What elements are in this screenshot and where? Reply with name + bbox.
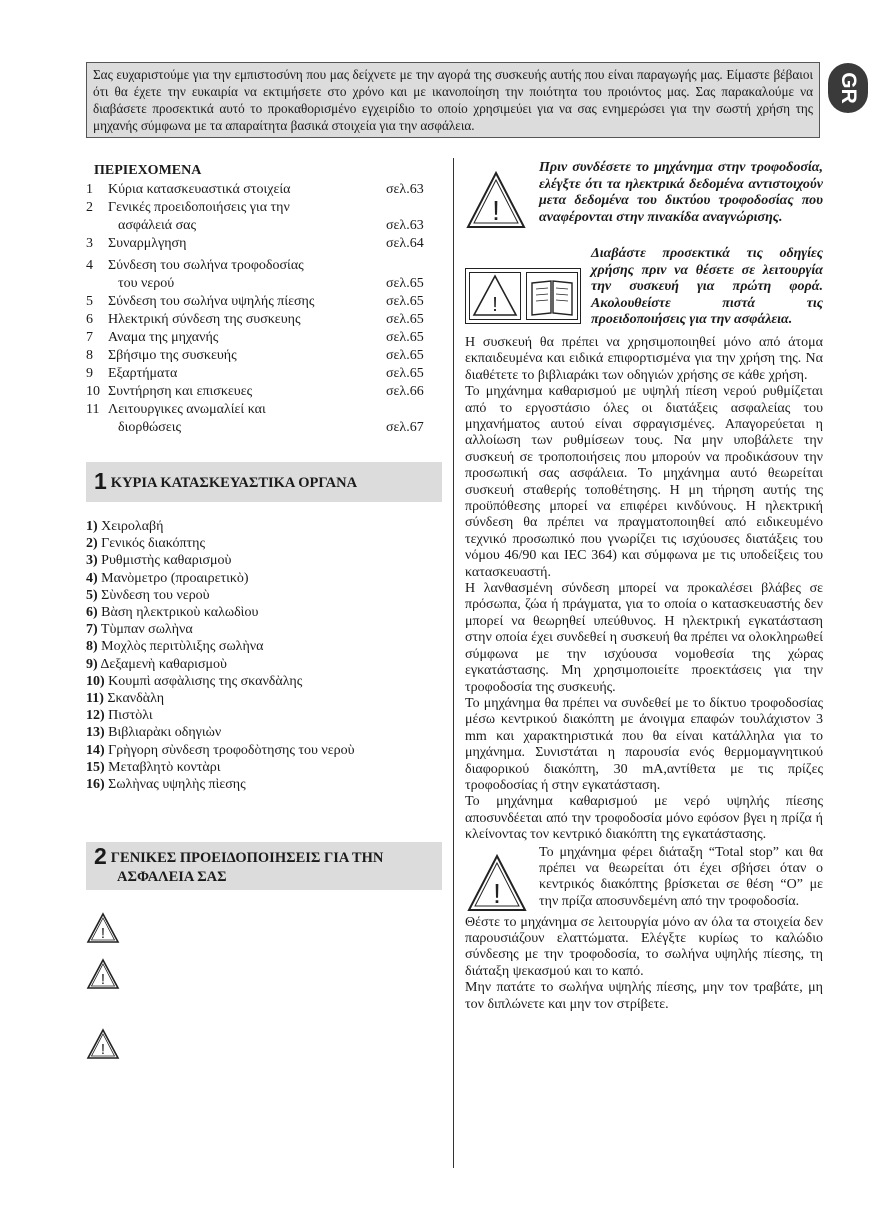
- svg-text:!: !: [492, 195, 500, 226]
- toc-label: Λειτουργικες ανωμαλίεί και: [108, 402, 266, 417]
- section-title: ΚΥΡΙΑ ΚΑΤΑΣΚΕΥΑΣΤΙΚΑ ΟΡΓΑΝΑ: [110, 475, 358, 491]
- toc-page: σελ.65: [386, 276, 424, 291]
- toc-page: σελ.65: [386, 348, 424, 363]
- toc-page: σελ.63: [386, 182, 424, 197]
- toc-label: Σύνδεση του σωλήνα τροφοδοσίας: [108, 258, 304, 273]
- toc-row: [86, 311, 442, 329]
- right-column: [465, 160, 823, 1013]
- svg-text:!: !: [491, 294, 498, 316]
- list-item: 6) Βὰση ηλεκτρικοὺ καλωδὶου: [86, 605, 259, 621]
- paragraph: Το μηχάνημα καθαρισμού με νερό υψηλής πίεσης αποσυνδέεται από την τροφοδοσία μόνο εφόσον βγει η πρίζα ή κλείνοντας τον κεντρικό διακόπτη της εγκατάστασης.: [465, 794, 823, 843]
- toc-number: 4: [86, 258, 93, 273]
- toc-title: ΠΕΡΙΕΧΟΜΕΝΑ: [94, 163, 202, 178]
- toc-row-continued: [86, 419, 442, 437]
- toc-number: 8: [86, 348, 93, 363]
- toc-row: [86, 365, 442, 383]
- toc-label: Κύρια κατασκευαστικά στοιχεία: [108, 182, 291, 197]
- safety-body-text: [465, 335, 823, 1013]
- list-item: 2) Γενικός διακόπτης: [86, 536, 206, 552]
- read-manual-symbol: [465, 268, 581, 324]
- section-1-heading: [86, 462, 442, 502]
- toc-label-continued: διορθώσεις: [118, 420, 182, 435]
- paragraph: Το μηχάνημα φέρει διάταξη “Total stop” και θα πρέπει να θεωρείται ότι έχει σβήσει όταν ο κεντρικός διακόπτης βρίσκεται σε θέση “O” με την πρίζα αποσυνδεμένη από την τροφοδοσία.: [539, 844, 823, 909]
- list-item: 4) Μανὸμετρο (προαιρετικὸ): [86, 570, 249, 586]
- toc-row-continued: [86, 275, 442, 293]
- paragraph: Το μηχάνημα καθαρισμού με υψηλή πίεση νερού ρυθμίζεται από το εργοστάσιο όλες οι διατάξεις ασφαλείας του μηχανήματος αυτού είναι σφραγισμένες. Απαγορεύεται η αλλοίωση των ρυθμίσεων τους. Να μην υποβάλετε την συσκευή σε τροποποιήσεις που μπορούν να προδικάσουν την προσωπική σας ασφάλεια. Το μηχάνημα αυτό θεωρείται συσκευή σταθερής τοποθέτησης. Η μη τήρηση αυτής της προϋπόθεσης μπορεί να επιφέρει κινδύνους. Η ηλεκτρική σύνδεση θα πρέπει να πραγματοποιηθεί από ειδικευμένο τεχνικό προσωπικό που γνωρίζει τις ισχύουσες διατάξεις του νόμου 46/90 και IEC 364) και σύμφωνα με τις υποδείξεις του κατασκευαστή.: [465, 384, 823, 580]
- toc-page: σελ.65: [386, 312, 424, 327]
- list-item: 13) Βιβλιαρὰκι οδηγιὼν: [86, 725, 222, 741]
- toc-label: Συναρμλγηση: [108, 236, 187, 251]
- toc-page: σελ.63: [386, 218, 424, 233]
- power-warning-text: Πριν συνδέσετε το μηχάνημα στην τροφοδοσία, ελέγξτε ότι τα ηλεκτρικά δεδομένα αντιστοιχούν μετα δεδομένα του δικτύου τροφοδοσίας που αναφέρονται στην πινακίδα αναγνώρισης.: [539, 160, 823, 225]
- paragraph: Η λανθασμένη σύνδεση μπορεί να προκαλέσει βλάβες σε πρόσωπα, ζώα ή πράγματα, για το οποία ο κατασκευαστής δεν μπορεί να θεωρηθεί υπεύθυνος. Η ηλεκτρική εγκατάσταση στην οποία έχει συνδεθεί η συσκευή θα πρέπει να ολοκληρωθεί σύμφωνα με την ισχύουσα νομοθεσία της χώρας εγκατάστασης. Μη χρησιμοποιείτε προεκτάσεις για την τροφοδοσία της συσκευής.: [465, 581, 823, 695]
- toc-page: σελ.66: [386, 384, 424, 399]
- toc-number: 5: [86, 294, 93, 309]
- toc-number: 9: [86, 366, 93, 381]
- paragraph: Η συσκευή θα πρέπει να χρησιμοποιηθεί μόνο από άτομα εκπαιδευμένα και ειδικά επιφορτισμένα για την χρήση της. Να διαθέτετε το βιβλιαράκι των οδηγιών χρήσης σε κάθε χρήση.: [465, 334, 823, 383]
- toc-number: 11: [86, 402, 100, 417]
- list-item: 7) Τὺμπαν σωλὴνα: [86, 622, 193, 638]
- toc-label: Εξαρτήματα: [108, 366, 178, 381]
- list-item: 5) Σὺνδεση του νεροὺ: [86, 587, 210, 603]
- section-number: 2: [94, 843, 107, 869]
- toc-number: 1: [86, 182, 93, 197]
- read-instructions-warning-text: Διαβάστε προσεκτικά τις οδηγίες χρήσης πριν να θέσετε σε λειτουργία την συσκευή για πρώτη φορά. Ακολουθείστε πιστά τις προειδοποιήσεις για την ασφάλεια.: [591, 246, 823, 328]
- toc-row: [86, 235, 442, 253]
- svg-text:!: !: [493, 877, 501, 909]
- toc-row: [86, 329, 442, 347]
- toc-label: Σβήσιμο της συσκευής: [108, 348, 237, 363]
- toc-label: Συντήρηση και επισκευες: [108, 384, 253, 399]
- toc-row-continued: [86, 217, 442, 235]
- list-item: 11) Σκανδὰλη: [86, 691, 165, 707]
- warning-triangle-icon: [469, 272, 521, 320]
- list-item: 1) Χειρολαβή: [86, 519, 164, 534]
- warning-triangle-icon: [465, 170, 527, 232]
- section-title-continued: ΑΣΦΑΛΕΙΑ ΣΑΣ: [117, 869, 227, 885]
- table-of-contents: [86, 162, 442, 437]
- warning-triangle-icon: [86, 958, 120, 990]
- toc-label: Αναμα της μηχανής: [108, 330, 219, 345]
- section-title: ΓΕΝΙΚΕΣ ΠΡΟΕΙΔΟΠΟΙΗΣΕΙΣ ΓΙΑ ΤΗΝ: [110, 850, 384, 866]
- toc-label: Σύνδεση του σωλήνα υψηλής πίεσης: [108, 294, 315, 309]
- paragraph: Θέστε το μηχάνημα σε λειτουργία μόνο αν όλα τα στοιχεία δεν παρουσιάζουν ελαττώματα. Ελέγξτε κυρίως το καλώδιο σύνδεσης με την τροφοδοσία, το σωλήνα υψηλής πίεσης, τη διάταξη ψεκασμού και το καπό.: [465, 914, 823, 979]
- language-badge-label: GR: [837, 72, 860, 104]
- toc-label-continued: του νερού: [118, 276, 175, 291]
- toc-row: [86, 383, 442, 401]
- toc-number: 3: [86, 236, 93, 251]
- language-badge: [828, 63, 868, 113]
- list-item: 14) Γρὴγορη σὺνδεση τροφοδὸτησης του νεροὺ: [86, 742, 355, 758]
- list-item: 16) Σωλὴνας υψηλὴς πὶεσης: [86, 777, 246, 793]
- svg-text:!: !: [100, 925, 106, 942]
- section-2-heading: [86, 842, 442, 890]
- paragraph: Το μηχάνημα θα πρέπει να συνδεθεί με το δίκτυο τροφοδοσίας μέσω κεντρικού διακόπτη με άνοιγμα επαφών τουλάχιστον 3 mm και χαρακτηριστικά που θα είναι κατάλληλα για το μηχάνημα. Συνιστάται η παρουσία ενός θερμομαγνητικού διαφορικού διακόπτη, 30 mA,αντίθετα με τις πρίζες τροφοδοσίας ή στην εγκατάσταση.: [465, 695, 823, 793]
- intro-paragraph: Σας ευχαριστούμε για την εμπιστοσύνη που μας δείχνετε με την αγορά της συσκευής αυτής που είναι παραγωγής μας. Είμαστε βέβαιοι ότι θα έχετε την ευκαιρία να εκτιμήσετε στο χρόνο και με ικανοποίηση την ποιότητα του προιόντος μας. Σας παρακαλούμε να διαβάσετε προσεκτικά αυτό το προκαθορισμένο εγχειρίδιο το οποίο χρησιμεύει για να σας ενημερώσει για την σωστή χρήση της μηχανής σύμφωνα με τα απαραίτητα βασικά στοιχεία για την ασφάλεια.: [86, 62, 820, 138]
- list-item: 3) Ρυθμιστὴς καθαρισμοὺ: [86, 553, 232, 569]
- toc-page: σελ.65: [386, 294, 424, 309]
- warning-triangle-icon: [465, 853, 529, 915]
- toc-number: 2: [86, 200, 93, 215]
- list-item: 12) Πιστὸλι: [86, 708, 153, 724]
- warning-triangle-icon: [86, 912, 120, 944]
- toc-row: [86, 347, 442, 365]
- section-number: 1: [94, 468, 107, 494]
- toc-label: Γενικές προειδοποιήσεις για την: [108, 200, 290, 215]
- toc-row: [86, 199, 442, 217]
- column-divider: [453, 158, 454, 1168]
- toc-label-continued: ασφάλειά σας: [118, 218, 196, 233]
- warning-triangle-icon: [86, 1028, 120, 1060]
- list-item: 9) Δεξαμενὴ καθαρισμοὺ: [86, 656, 227, 672]
- svg-text:!: !: [100, 1041, 106, 1058]
- toc-number: 10: [86, 384, 100, 399]
- list-item: 8) Μοχλὸς περιτὺλιξης σωλὴνα: [86, 639, 264, 655]
- toc-row: [86, 181, 442, 199]
- svg-text:!: !: [100, 971, 106, 988]
- toc-row: [86, 293, 442, 311]
- list-item: 10) Κουμπὶ ασφὰλισης της σκανδὰλης: [86, 673, 303, 689]
- toc-row: [86, 257, 442, 275]
- toc-label: Ηλεκτρική σύνδεση της συσκευης: [108, 312, 301, 327]
- toc-number: 7: [86, 330, 93, 345]
- parts-list: [86, 518, 442, 793]
- toc-page: σελ.64: [386, 236, 424, 251]
- list-item: 15) Μεταβλητὸ κοντὰρι: [86, 759, 221, 775]
- toc-page: σελ.67: [386, 420, 424, 435]
- toc-page: σελ.65: [386, 366, 424, 381]
- book-icon: [526, 272, 578, 320]
- toc-row: [86, 401, 442, 419]
- paragraph: Μην πατάτε το σωλήνα υψηλής πίεσης, μην τον τραβάτε, μη τον διπλώνετε και μην τον στρίβετε.: [465, 980, 823, 1012]
- toc-number: 6: [86, 312, 93, 327]
- toc-page: σελ.65: [386, 330, 424, 345]
